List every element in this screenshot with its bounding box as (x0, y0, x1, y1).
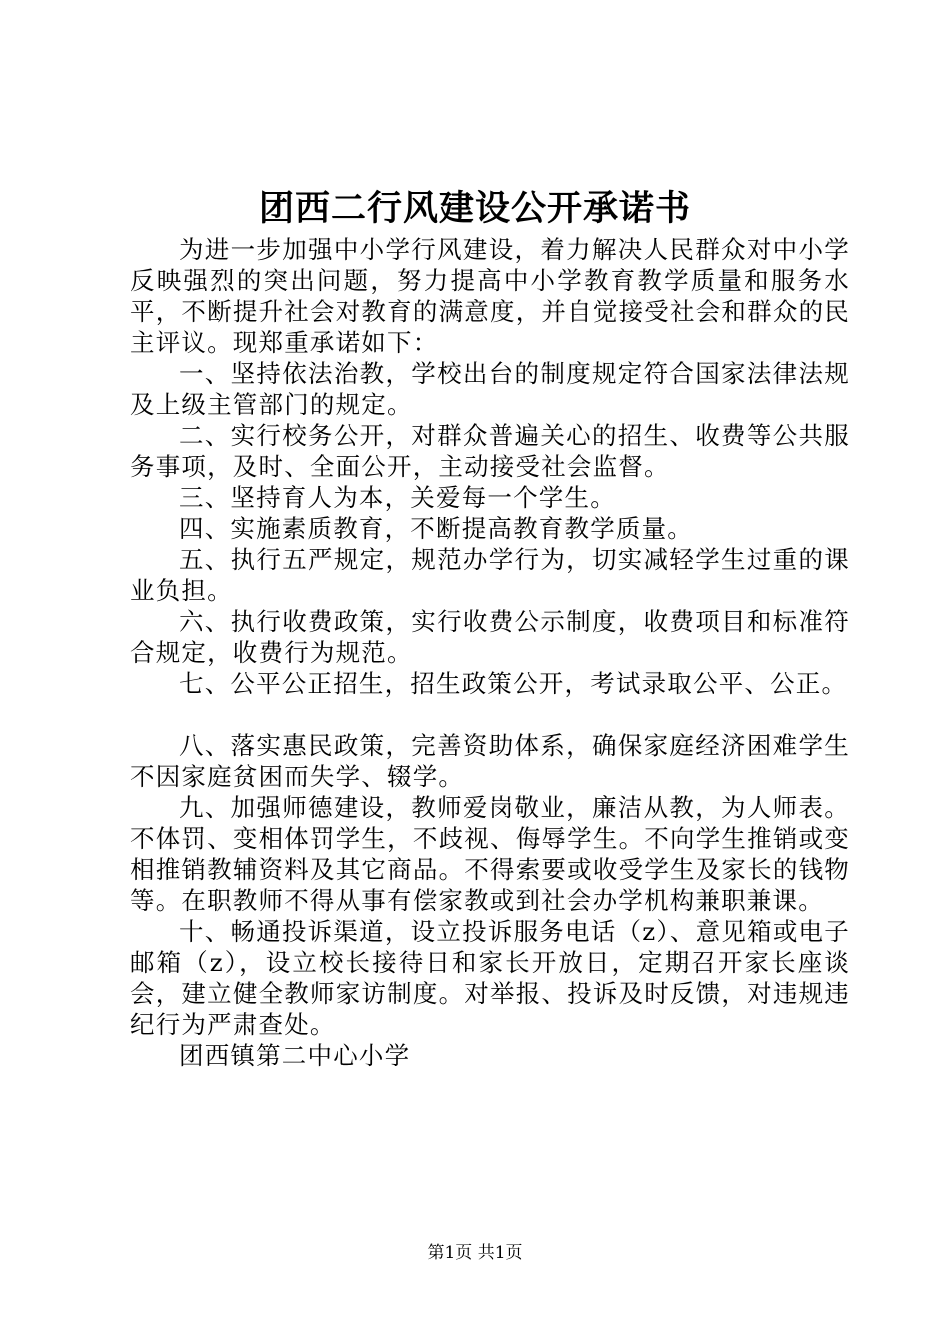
pledge-item-4: 四、实施素质教育，不断提高教育教学质量。 (179, 514, 693, 543)
page-footer: 第1页 共1页 (427, 1243, 523, 1263)
document-title: 团西二行风建设公开承诺书 (258, 188, 691, 229)
signature: 团西镇第二中心小学 (179, 1041, 411, 1070)
pledge-item-6: 六、执行收费政策，实行收费公示制度，收费项目和标准符合规定，收费行为规范。 (130, 607, 850, 667)
intro-paragraph: 为进一步加强中小学行风建设，着力解决人民群众对中小学反映强烈的突出问题，努力提高中小学教育教学质量和服务水平，不断提升社会对教育的满意度，并自觉接受社会和群众的民主评议。现郑重承诺如下： (130, 235, 850, 357)
pledge-item-5: 五、执行五严规定，规范办学行为，切实减轻学生过重的课业负担。 (130, 545, 850, 605)
pledge-item-10: 十、畅通投诉渠道，设立投诉服务电话（z）、意见箱或电子邮箱（z），设立校长接待日和家长开放日，定期召开家长座谈会，建立健全教师家访制度。对举报、投诉及时反馈，对违规违纪行为严肃查处。 (130, 917, 850, 1039)
pledge-item-3: 三、坚持育人为本，关爱每一个学生。 (179, 483, 616, 512)
pledge-item-9: 九、加强师德建设，教师爱岗敬业，廉洁从教，为人师表。不体罚、变相体罚学生，不歧视、侮辱学生。不向学生推销或变相推销教辅资料及其它商品。不得索要或收受学生及家长的钱物等。在职教师不得从事有偿家教或到社会办学机构兼职兼课。 (130, 793, 850, 915)
pledge-item-7: 七、公平公正招生，招生政策公开，考试录取公平、公正。 (179, 669, 848, 698)
pledge-item-2: 二、实行校务公开，对群众普遍关心的招生、收费等公共服务事项，及时、全面公开，主动接受社会监督。 (130, 421, 850, 481)
pledge-item-8: 八、落实惠民政策，完善资助体系，确保家庭经济困难学生不因家庭贫困而失学、辍学。 (130, 731, 850, 791)
document-body (130, 234, 850, 1071)
pledge-item-1: 一、坚持依法治教，学校出台的制度规定符合国家法律法规及上级主管部门的规定。 (130, 359, 850, 419)
